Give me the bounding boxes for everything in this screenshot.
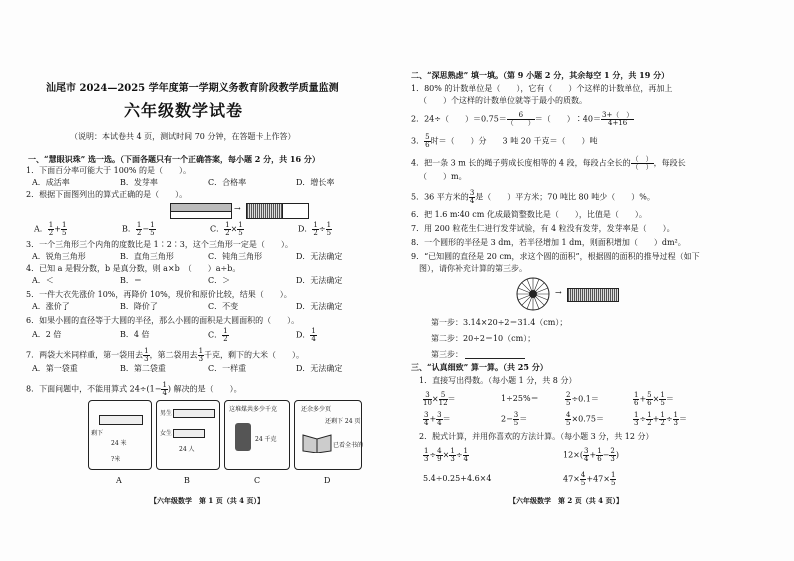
calc-2-3: $\frac{4}{5}$ ×0.75＝ [566, 411, 604, 427]
q7-text: 7．两袋大米同样重，第一袋用去 $\frac{1}{3}$ ，第二袋用去 $\frac{1}{3}$ 千克，剩下的大米（ ）。 [26, 347, 305, 363]
q8-pic-a-label-1: 剩下 [91, 430, 104, 437]
q2-option-d[interactable]: D． $\frac{1}{2}$ ÷ $\frac{1}{5}$ [298, 221, 332, 237]
step-3-answer-line[interactable] [465, 358, 525, 359]
section-2-title: 二、“深思熟虑” 填一填。（第 9 小题 2 分，其余每空 1 分，共 19 分） [411, 70, 670, 80]
calc-2-1: $\frac{3}{4}$ + $\frac{3}{4}$ ＝ [424, 411, 451, 427]
q2-bar-hatched [246, 203, 283, 219]
q2-option-b[interactable]: B． $\frac{1}{2}$ − $\frac{1}{5}$ [122, 221, 155, 237]
q8-pic-a[interactable] [88, 400, 152, 470]
calc-1-1: $\frac{3}{10}$ × $\frac{5}{12}$ ＝ [423, 391, 456, 407]
exam-header: 汕尾市 2024—2025 学年度第一学期义务教育阶段教学质量监测 [46, 83, 339, 94]
q2-option-a[interactable]: A． $\frac{1}{2}$ + $\frac{1}{5}$ [34, 221, 67, 237]
q2-bar-rest [282, 203, 309, 219]
sub-2-title: 2．脱式计算，并用你喜欢的方法计算。（每小题 3 分，共 12 分） [419, 432, 654, 441]
q8-pic-a-bar [99, 415, 143, 425]
r-q1-line-1: 1．80% 的计数单位是（ ），它有（ ）个这样的计数单位，再加上 [411, 84, 673, 93]
q8-pic-b-bar-2 [173, 429, 205, 438]
q5-text: 5．一件大衣先涨价 10%，再降价 10%，现价和原价比较，结果（ ）。 [26, 290, 292, 299]
q8-pic-a-label-2: 24 米 [111, 440, 127, 447]
q4-option-c[interactable]: C．＞ [208, 276, 231, 285]
section-3-title: 三、“认真细致” 算一算。（共 25 分） [411, 362, 548, 372]
q3-option-c[interactable]: C．钝角三角形 [208, 252, 263, 261]
q1-option-c[interactable]: C．合格率 [208, 178, 247, 187]
q3-option-d[interactable]: D．无法确定 [296, 252, 343, 261]
q4-text: 4．已知 a 是假分数，b 是真分数，则 a×b （ ）a÷b。 [26, 264, 241, 273]
step-1: 第一步：3.14×20÷2＝31.4（cm）； [431, 318, 568, 327]
calc-2-4: $\frac{1}{3}$ ÷ $\frac{1}{2}$ + $\frac{1}{2}$ ÷ $\frac{1}{3}$ ＝ [634, 411, 687, 427]
circle-sectors-icon [515, 276, 551, 312]
calc-1-3: $\frac{2}{5}$ ÷0.1＝ [566, 391, 599, 407]
q3-option-a[interactable]: A．锐角三角形 [32, 252, 86, 261]
sub-1-title: 1．直接写出得数。（每小题 1 分，共 8 分） [419, 376, 577, 385]
q8-pic-d-label-2: 还剩下 24 页 [325, 418, 361, 425]
r-q2-text: 2．24÷（ ）＝0.75＝ $\frac{6}{( )}$ ＝（ ）∶40＝ $\frac{3+( )}{4+16}$ [411, 111, 634, 127]
coal-pile-icon [235, 423, 251, 451]
r-q9-line-2: 图），请你补充计算的第三步。 [419, 264, 527, 273]
q8-pic-b-bar-1 [173, 409, 215, 418]
section-1-title: 一、“慧眼识珠” 选一选。（下面各题只有一个正确答案，每小题 2 分，共 16 分） [28, 154, 320, 164]
q2-option-c[interactable]: C． $\frac{1}{2}$ × $\frac{1}{5}$ [210, 221, 243, 237]
right-page [397, 0, 794, 561]
q8-pic-b-label-2: 女生 [160, 430, 173, 437]
q5-option-a[interactable]: A．涨价了 [32, 302, 70, 311]
step-2: 第二步：20÷2＝10（cm）； [431, 334, 536, 343]
rectangle-sectors-icon [567, 288, 619, 302]
q8-text: 8．下面问题中，不能用算式 24÷(1− $\frac{1}{4}$ ) 解决的是（ ）。 [26, 381, 242, 397]
page-2-footer: 【六年级数学 第 2 页（共 4 页）】 [509, 496, 623, 505]
q6-option-d[interactable]: D． $\frac{1}{4}$ [296, 327, 316, 343]
r-q6-text: 6．把 1.6 m∶40 cm 化成最简整数比是（ ），比值是（ ）。 [411, 210, 647, 219]
open-book-icon [301, 431, 333, 453]
r-q5-text: 5．36 平方米的 $\frac{3}{4}$ 是（ ）平方米；70 吨比 80 吨少（ ）%。 [411, 189, 655, 205]
q5-option-c[interactable]: C．不变 [208, 302, 239, 311]
exam-note: （说明：本试卷共 4 页，测试时间 70 分钟，在答题卡上作答） [70, 132, 296, 141]
q8-option-b[interactable]: B [184, 476, 190, 485]
q7-option-b[interactable]: B．第二袋重 [120, 364, 166, 373]
q8-pic-b[interactable] [156, 400, 220, 470]
q7-option-d[interactable]: D．无法确定 [296, 364, 343, 373]
q8-pic-d-label-1: 还余多少页 [301, 406, 332, 413]
q8-pic-a-label-3: ?米 [111, 456, 121, 463]
q1-option-b[interactable]: B．发芽率 [120, 178, 158, 187]
q4-option-d[interactable]: D．无法确定 [296, 276, 343, 285]
q2-bar-empty [170, 211, 232, 219]
q6-option-a[interactable]: A．2 倍 [32, 330, 62, 339]
q3-option-b[interactable]: B．直角三角形 [120, 252, 174, 261]
calc-1-4: $\frac{1}{6}$ + $\frac{5}{6}$ × $\frac{1}{5}$ ＝ [634, 391, 674, 407]
q1-option-a[interactable]: A．成活率 [32, 178, 70, 187]
transform-arrow-icon: → [555, 288, 562, 297]
page-title: 六年级数学试卷 [124, 101, 244, 120]
q8-option-c[interactable]: C [254, 476, 261, 485]
page-1-footer: 【六年级数学 第 1 页（共 4 页）】 [150, 496, 264, 505]
r-q8-text: 8．一个圆形的半径是 3 dm，若半径增加 1 dm，则面积增加（ ）dm²。 [411, 238, 686, 247]
q8-pic-d-label-3: 已看全书的 [333, 442, 364, 449]
q5-option-b[interactable]: B．降价了 [120, 302, 158, 311]
q7-option-a[interactable]: A．第一袋重 [32, 364, 78, 373]
calc-2-2: 2− $\frac{3}{5}$ ＝ [501, 411, 528, 427]
q8-pic-c-label-1: 这堆煤共多少千克 [229, 406, 278, 413]
q8-option-d[interactable]: D [324, 476, 331, 485]
q8-option-a[interactable]: A [116, 476, 122, 485]
r-q4-line-2: （ ）m。 [419, 172, 467, 181]
q2-text: 2．根据下面图列出的算式正确的是（ ）。 [26, 190, 188, 199]
q4-option-a[interactable]: A．＜ [32, 276, 54, 285]
q1-option-d[interactable]: D．增长率 [296, 178, 335, 187]
calc-1-2: 1÷25%＝ [501, 394, 539, 403]
q7-option-c[interactable]: C．一样重 [208, 364, 247, 373]
stepcalc-3: 5.4÷0.25+4.6×4 [423, 474, 492, 483]
q2-arrow-icon: → [234, 204, 241, 213]
q6-option-b[interactable]: B．4 倍 [120, 330, 150, 339]
r-q9-line-1: 9．“已知圆的直径是 20 cm，求这个圆的面积”，根据圆的面积的推导过程（如下 [411, 252, 700, 261]
q8-pic-c-label-2: 24 千克 [255, 436, 277, 443]
q6-option-c[interactable]: C． $\frac{1}{2}$ [208, 327, 228, 343]
stepcalc-2: 12×( $\frac{3}{4}$ + $\frac{1}{6}$ − $\frac{2}{3}$ ) [563, 447, 619, 463]
q3-text: 3．一个三角形三个内角的度数比是 1∶2∶3，这个三角形一定是（ ）。 [26, 240, 293, 249]
q1-text: 1．下面百分率可能大于 100% 的是（ ）。 [26, 166, 192, 175]
q5-option-d[interactable]: D．无法确定 [296, 302, 343, 311]
r-q1-line-2: （ ）个这样的计数单位就等于最小的质数。 [419, 96, 587, 105]
q8-pic-d[interactable] [294, 400, 362, 470]
r-q3-text: 3． $\frac{5}{6}$ 时＝（ ）分 3 吨 20 千克＝（ ）吨 [411, 133, 598, 149]
r-q7-text: 7．用 200 粒花生仁进行发芽试验，有 4 粒没有发芽，发芽率是（ ）。 [411, 224, 675, 233]
q8-pic-c[interactable] [224, 400, 290, 470]
step-3: 第三步： [431, 350, 463, 359]
stepcalc-4: 47× $\frac{4}{5}$ +47× $\frac{1}{5}$ [563, 471, 616, 487]
q6-text: 6．如果小圆的直径等于大圆的半径，那么小圆的面积是大圆面积的（ ）。 [26, 316, 300, 325]
q8-pic-b-label-1: 男生 [160, 410, 173, 417]
q8-pic-b-label-3: 24 人 [179, 446, 195, 453]
stepcalc-1: $\frac{1}{3}$ ÷ $\frac{4}{9}$ × $\frac{1}{3}$ ÷ $\frac{1}{4}$ [424, 447, 468, 463]
q4-option-b[interactable]: B．＝ [120, 276, 142, 285]
r-q4-line-1: 4．把一条 3 m 长的绳子剪成长度相等的 4 段，每段占全长的 $\frac{( )}{( )}$ ，每段长 [411, 155, 686, 171]
